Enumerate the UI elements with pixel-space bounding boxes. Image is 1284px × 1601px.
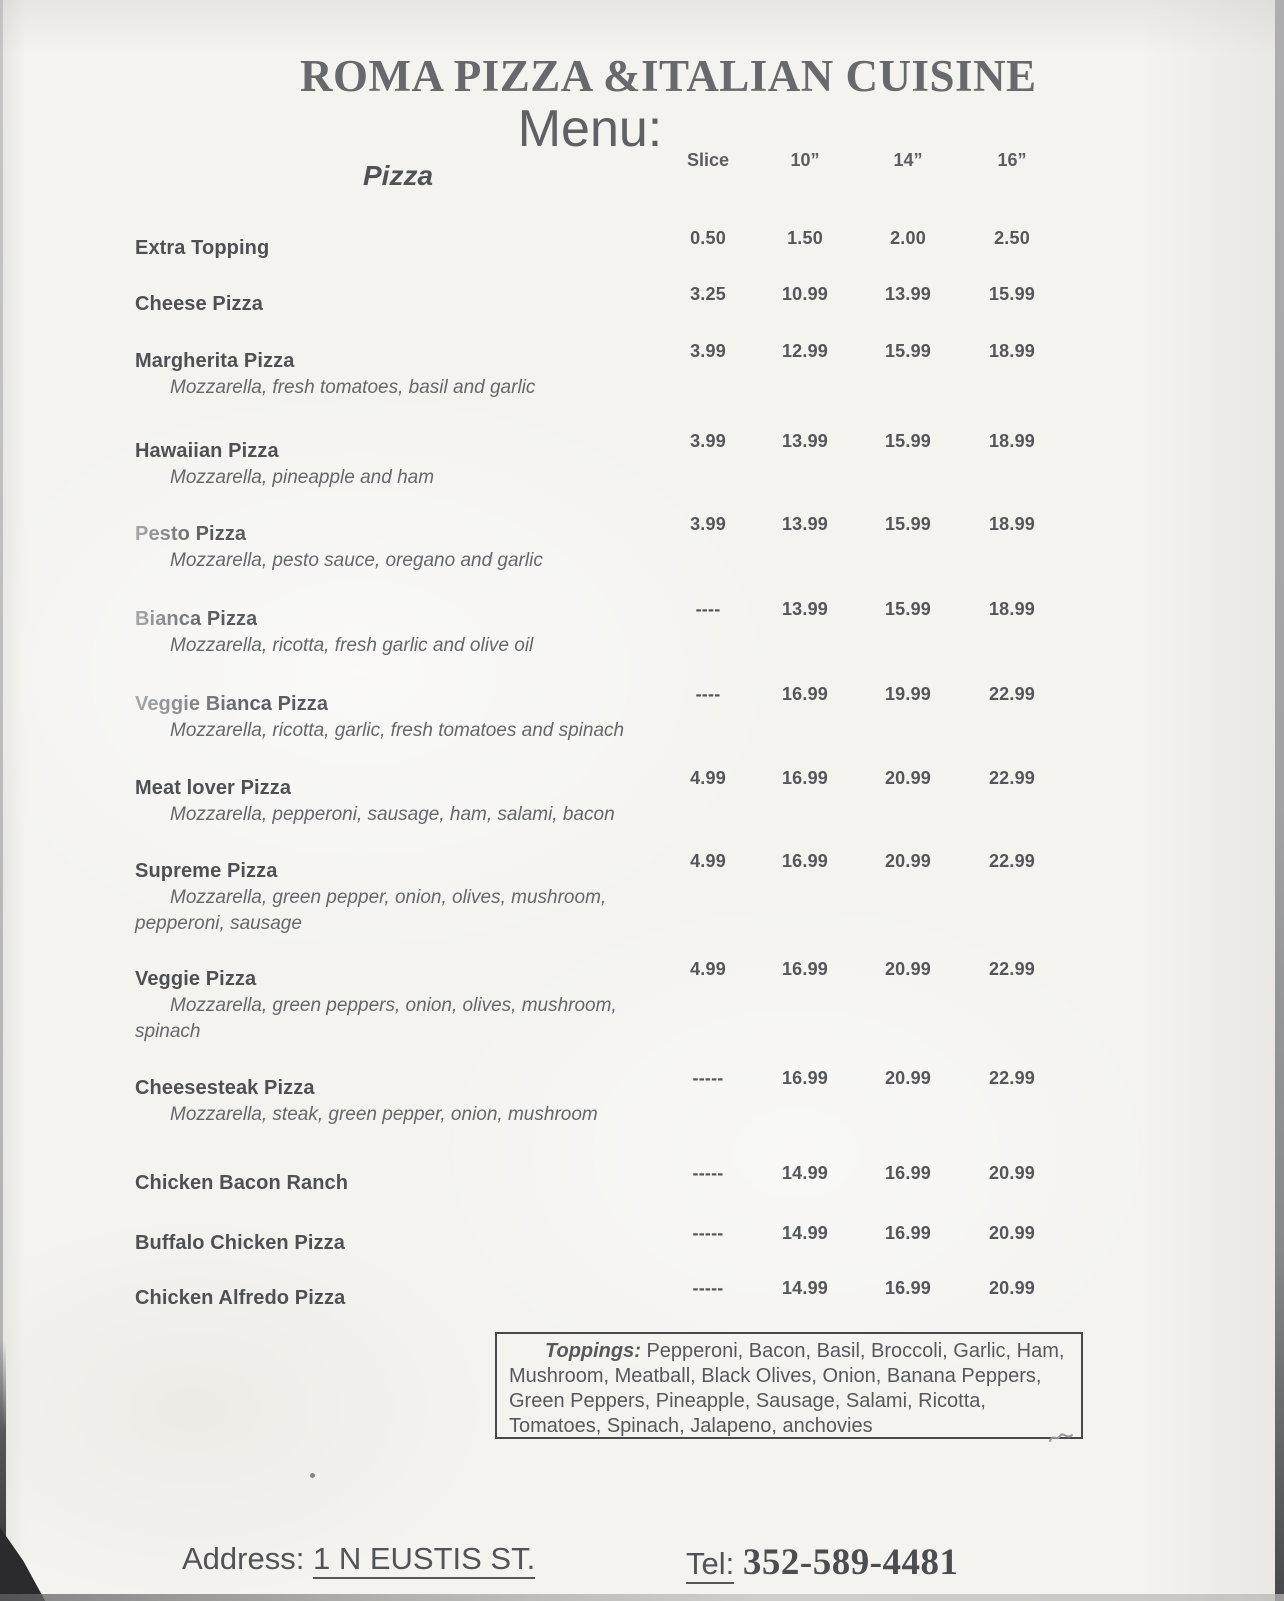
item-description: Mozzarella, ricotta, garlic, fresh tomatoes and spinach — [170, 720, 625, 741]
scan-speck — [310, 1473, 315, 1478]
item-price: 18.99 — [988, 599, 1036, 619]
column-header: Slice — [686, 150, 730, 170]
item-price: 20.99 — [884, 959, 932, 979]
item-description: Mozzarella, pesto sauce, oregano and garlic — [170, 550, 543, 571]
item-price: 10.99 — [781, 284, 829, 304]
item-price: ----- — [692, 1278, 724, 1298]
toppings-label: Toppings: — [545, 1340, 641, 1362]
item-description: spinach — [135, 1021, 201, 1042]
item-price: 13.99 — [781, 599, 829, 619]
item-price: 19.99 — [884, 684, 932, 704]
item-price: 12.99 — [781, 341, 829, 361]
item-name: Extra Topping — [135, 237, 270, 259]
item-price: 20.99 — [884, 851, 932, 871]
item-price: 18.99 — [988, 431, 1036, 451]
column-header: 10” — [790, 150, 820, 170]
item-price: 20.99 — [988, 1278, 1036, 1298]
item-price: 2.50 — [994, 228, 1030, 248]
item-price: ----- — [692, 1223, 724, 1243]
item-price: 22.99 — [988, 768, 1036, 788]
item-price: 20.99 — [988, 1223, 1036, 1243]
toppings-text — [509, 1339, 1065, 1439]
item-price: 16.99 — [884, 1223, 932, 1243]
item-description: Mozzarella, fresh tomatoes, basil and garlic — [170, 377, 536, 398]
item-price: 15.99 — [988, 284, 1036, 304]
item-price: 16.99 — [781, 959, 829, 979]
tel-label: Tel: — [686, 1546, 734, 1584]
item-name: Meat lover Pizza — [135, 777, 292, 799]
item-price: 15.99 — [884, 341, 932, 361]
item-name: Bianca Pizza — [135, 608, 258, 630]
item-description: Mozzarella, green peppers, onion, olives, mushroom, — [170, 995, 617, 1016]
toppings-box — [495, 1332, 1083, 1439]
item-price: 18.99 — [988, 341, 1036, 361]
item-price: 20.99 — [988, 1163, 1036, 1183]
item-price: 20.99 — [884, 768, 932, 788]
item-name: Pesto Pizza — [135, 523, 247, 545]
item-price: 13.99 — [781, 431, 829, 451]
item-price: 16.99 — [781, 851, 829, 871]
item-price: 16.99 — [884, 1163, 932, 1183]
section-heading-pizza: Pizza — [363, 160, 434, 191]
item-price: 3.99 — [690, 431, 726, 451]
paper-bottom-edge — [0, 1594, 1284, 1601]
item-price: 14.99 — [781, 1223, 829, 1243]
item-price: 22.99 — [988, 851, 1036, 871]
item-name: Cheesesteak Pizza — [135, 1077, 315, 1099]
item-price: 16.99 — [781, 768, 829, 788]
item-price: 15.99 — [884, 514, 932, 534]
item-description: Mozzarella, ricotta, fresh garlic and olive oil — [170, 635, 534, 656]
item-name: Margherita Pizza — [135, 350, 295, 372]
item-description: Mozzarella, pineapple and ham — [170, 467, 435, 488]
address-value: 1 N EUSTIS ST. — [313, 1541, 535, 1579]
tel-line — [686, 1541, 959, 1584]
item-price: ---- — [695, 684, 721, 704]
item-price: 13.99 — [781, 514, 829, 534]
item-price: 22.99 — [988, 1068, 1036, 1088]
address-line — [182, 1541, 535, 1577]
item-name: Cheese Pizza — [135, 293, 263, 315]
item-name: Supreme Pizza — [135, 860, 278, 882]
restaurant-name: ROMA PIZZA &ITALIAN CUISINE — [300, 51, 1037, 101]
corner-shadow — [0, 1521, 78, 1601]
item-price: 20.99 — [884, 1068, 932, 1088]
item-price: 22.99 — [988, 684, 1036, 704]
item-price: 1.50 — [787, 228, 823, 248]
item-price: 15.99 — [884, 431, 932, 451]
toppings-list: Pepperoni, Bacon, Basil, Broccoli, Garlic, Ham, Mushroom, Meatball, Black Olives, Onion, Banana Peppers, Green Peppers, Pineapple, Sausage, Salami, Ricotta, Tomatoes, Spinach, Jalapeno, anchovies — [509, 1340, 1065, 1437]
menu-heading: Menu: — [517, 100, 663, 158]
item-price: 16.99 — [781, 1068, 829, 1088]
item-price: 0.50 — [690, 228, 726, 248]
item-price: 14.99 — [781, 1278, 829, 1298]
item-description: pepperoni, sausage — [135, 913, 302, 934]
item-price: 3.25 — [690, 284, 726, 304]
item-price: 4.99 — [690, 851, 726, 871]
item-price: ---- — [695, 599, 721, 619]
paper-right-edge — [1275, 0, 1284, 1601]
item-price: 14.99 — [781, 1163, 829, 1183]
tel-number: 352-589-4481 — [742, 1542, 959, 1583]
item-name: Veggie Bianca Pizza — [135, 693, 329, 715]
item-price: 4.99 — [690, 768, 726, 788]
item-price: 2.00 — [890, 228, 926, 248]
item-price: 3.99 — [690, 514, 726, 534]
item-price: ----- — [692, 1068, 724, 1088]
item-name: Chicken Bacon Ranch — [135, 1172, 349, 1194]
item-price: 3.99 — [690, 341, 726, 361]
item-description: Mozzarella, green pepper, onion, olives, mushroom, — [170, 887, 607, 908]
item-price: 13.99 — [884, 284, 932, 304]
column-header: 14” — [893, 150, 923, 170]
address-label: Address: — [182, 1541, 305, 1576]
item-price: 16.99 — [884, 1278, 932, 1298]
item-name: Hawaiian Pizza — [135, 440, 279, 462]
item-price: 22.99 — [988, 959, 1036, 979]
item-price: 4.99 — [690, 959, 726, 979]
item-name: Veggie Pizza — [135, 968, 257, 990]
item-price: 18.99 — [988, 514, 1036, 534]
item-description: Mozzarella, pepperoni, sausage, ham, salami, bacon — [170, 804, 615, 825]
item-name: Buffalo Chicken Pizza — [135, 1232, 345, 1254]
scan-squiggle-mark — [1048, 1430, 1074, 1446]
column-header: 16” — [997, 150, 1027, 170]
item-description: Mozzarella, steak, green pepper, onion, mushroom — [170, 1104, 598, 1125]
item-price: 16.99 — [781, 684, 829, 704]
item-price: ----- — [692, 1163, 724, 1183]
item-name: Chicken Alfredo Pizza — [135, 1287, 346, 1309]
item-price: 15.99 — [884, 599, 932, 619]
